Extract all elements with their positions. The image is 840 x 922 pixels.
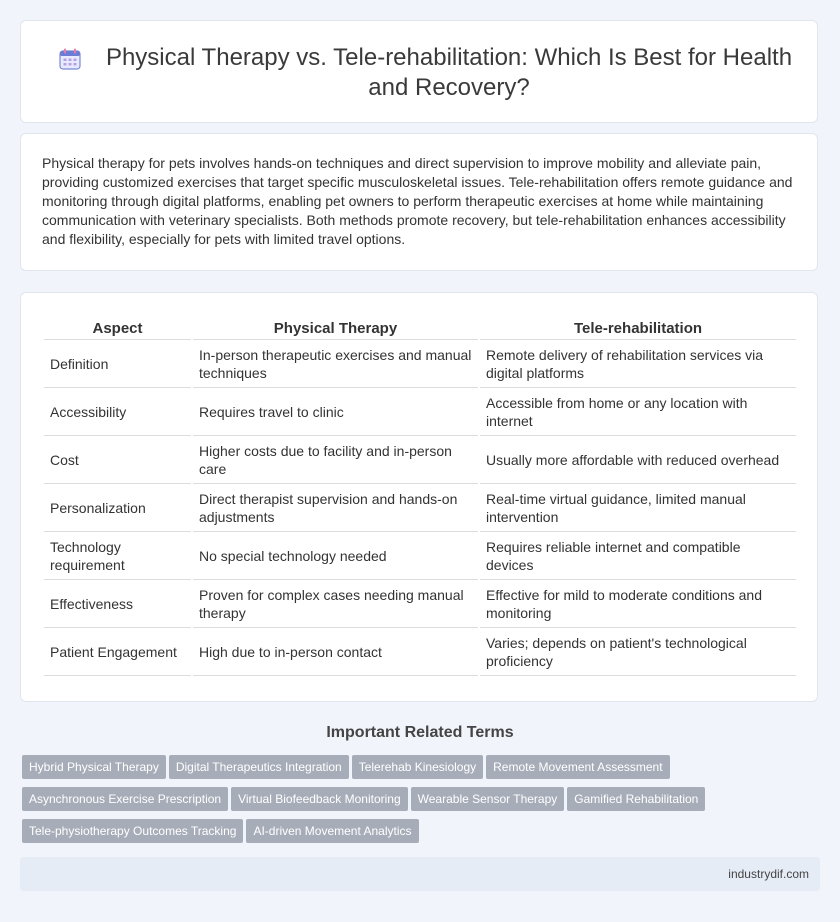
row-tele-rehabilitation: Requires reliable internet and compatible devices: [480, 532, 796, 580]
table-header-row: [44, 315, 796, 340]
related-terms-title: Important Related Terms: [326, 724, 514, 741]
related-term-tag[interactable]: AI-driven Movement Analytics: [246, 819, 418, 843]
row-physical-therapy: In-person therapeutic exercises and manual techniques: [193, 340, 478, 388]
related-term-tag[interactable]: Wearable Sensor Therapy: [411, 787, 565, 811]
comparison-card: [20, 292, 818, 702]
row-physical-therapy: Higher costs due to facility and in-person care: [193, 436, 478, 484]
table-row: [44, 436, 796, 484]
row-tele-rehabilitation: Remote delivery of rehabilitation services via digital platforms: [480, 340, 796, 388]
row-tele-rehabilitation: Varies; depends on patient's technological proficiency: [480, 628, 796, 676]
row-physical-therapy: Proven for complex cases needing manual therapy: [193, 580, 478, 628]
related-term-tag[interactable]: Asynchronous Exercise Prescription: [22, 787, 228, 811]
related-term-tag[interactable]: Gamified Rehabilitation: [567, 787, 705, 811]
related-term-tag[interactable]: Telerehab Kinesiology: [352, 755, 483, 779]
table-row: [44, 388, 796, 436]
related-term-tag[interactable]: Tele-physiotherapy Outcomes Tracking: [22, 819, 243, 843]
row-aspect: Personalization: [44, 484, 191, 532]
row-physical-therapy: Requires travel to clinic: [193, 388, 478, 436]
related-term-tag[interactable]: Virtual Biofeedback Monitoring: [231, 787, 408, 811]
related-terms-list: [22, 755, 782, 851]
header-physical-therapy: Physical Therapy: [193, 315, 478, 340]
header-tele-rehabilitation: Tele-rehabilitation: [480, 315, 796, 340]
row-aspect: Accessibility: [44, 388, 191, 436]
title-card: [20, 20, 818, 123]
table-row: [44, 340, 796, 388]
related-term-tag[interactable]: Hybrid Physical Therapy: [22, 755, 166, 779]
row-aspect: Patient Engagement: [44, 628, 191, 676]
table-row: [44, 532, 796, 580]
row-physical-therapy: High due to in-person contact: [193, 628, 478, 676]
row-tele-rehabilitation: Usually more affordable with reduced overhead: [480, 436, 796, 484]
related-term-tag[interactable]: Digital Therapeutics Integration: [169, 755, 349, 779]
row-tele-rehabilitation: Real-time virtual guidance, limited manual intervention: [480, 484, 796, 532]
row-aspect: Technology requirement: [44, 532, 191, 580]
intro-card: [20, 133, 818, 271]
row-physical-therapy: No special technology needed: [193, 532, 478, 580]
row-tele-rehabilitation: Effective for mild to moderate conditions and monitoring: [480, 580, 796, 628]
comparison-table: [42, 315, 798, 676]
table-row: [44, 580, 796, 628]
row-aspect: Effectiveness: [44, 580, 191, 628]
row-physical-therapy: Direct therapist supervision and hands-on adjustments: [193, 484, 478, 532]
row-aspect: Definition: [44, 340, 191, 388]
related-term-tag[interactable]: Remote Movement Assessment: [486, 755, 669, 779]
row-tele-rehabilitation: Accessible from home or any location with internet: [480, 388, 796, 436]
intro-paragraph: Physical therapy for pets involves hands-on techniques and direct supervision to improve mobility and alleviate pain, providing customized exercises that target specific musculoskeletal issues. Tele-rehabilitation offers remote guidance and monitoring through digital platforms, enabling pet owners to perform therapeutic exercises at home while maintaining communication with veterinary specialists. Both methods promote recovery, but tele-rehabilitation enhances accessibility and flexibility, especially for pets with limited travel options.: [42, 155, 793, 247]
footer-site[interactable]: industrydif.com: [728, 867, 809, 881]
calendar-icon: [59, 48, 81, 70]
table-row: [44, 628, 796, 676]
header-aspect: Aspect: [44, 315, 191, 340]
page-title: Physical Therapy vs. Tele-rehabilitation: Which Is Best for Health and Recovery?: [105, 44, 793, 101]
table-row: [44, 484, 796, 532]
row-aspect: Cost: [44, 436, 191, 484]
footer: [20, 857, 820, 891]
